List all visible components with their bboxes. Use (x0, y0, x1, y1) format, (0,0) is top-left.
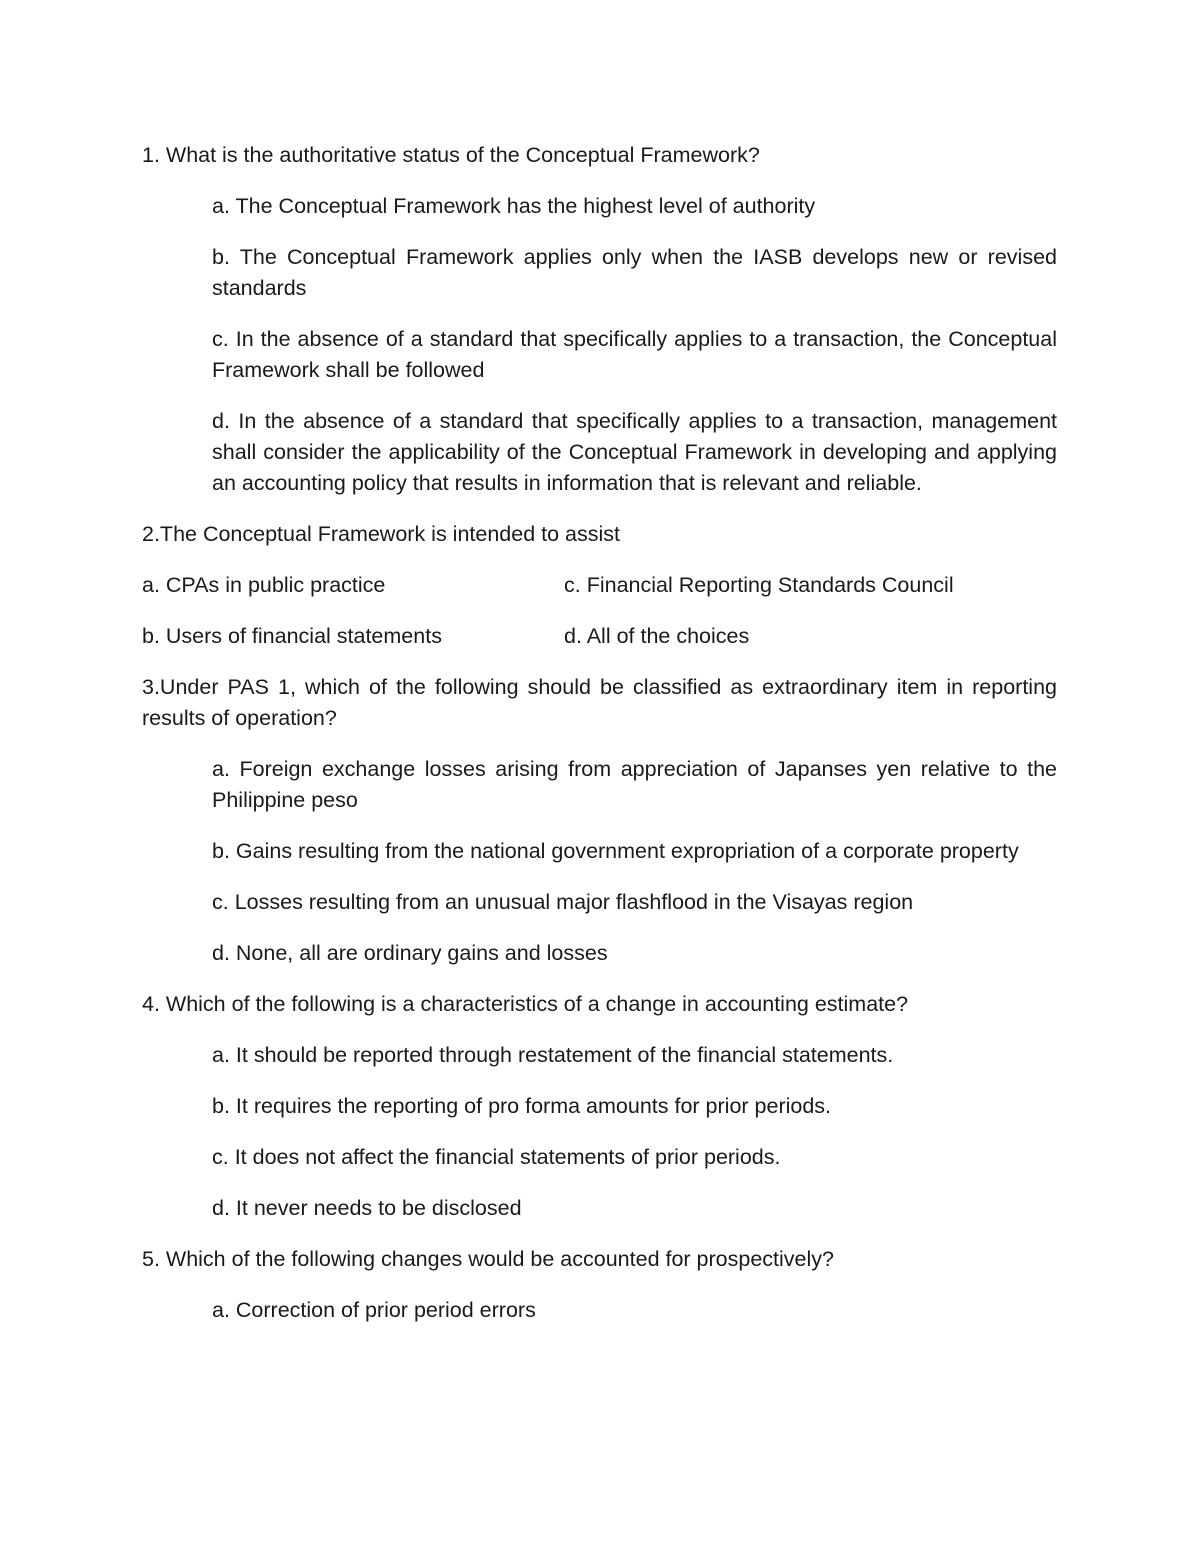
question-3-stem: 3.Under PAS 1, which of the following should be classified as extraordinary item in reporting results of operation? (142, 675, 1057, 730)
question-2-option-b: b. Users of financial statements (142, 624, 442, 648)
question-1-option-d: d. In the absence of a standard that specifically applies to a transaction, management shall consider the applicability of the Conceptual Framework in developing and applying an accounting policy that results in information that is relevant and reliable. (212, 409, 1057, 495)
question-5-stem: 5. Which of the following changes would be accounted for prospectively? (142, 1247, 834, 1271)
question-3-option-b: b. Gains resulting from the national government expropriation of a corporate property (212, 839, 1019, 863)
question-2-option-c: c. Financial Reporting Standards Council (564, 573, 954, 597)
question-2-options-row-2 (142, 621, 1057, 652)
question-4-option-d: d. It never needs to be disclosed (212, 1196, 522, 1220)
document-page (142, 140, 1057, 1346)
question-3-option-d: d. None, all are ordinary gains and losses (212, 941, 608, 965)
question-2-options-row-1 (142, 570, 1057, 601)
question-1-option-c: c. In the absence of a standard that specifically applies to a transaction, the Conceptual Framework shall be followed (212, 327, 1057, 382)
question-2-stem: 2.The Conceptual Framework is intended to assist (142, 522, 621, 546)
question-1-option-a: a. The Conceptual Framework has the highest level of authority (212, 194, 816, 218)
question-3-option-a: a. Foreign exchange losses arising from appreciation of Japanses yen relative to the Philippine peso (212, 757, 1057, 812)
question-3-option-c: c. Losses resulting from an unusual major flashflood in the Visayas region (212, 890, 914, 914)
question-5-option-a: a. Correction of prior period errors (212, 1298, 536, 1322)
question-2-option-a: a. CPAs in public practice (142, 573, 386, 597)
question-4-option-c: c. It does not affect the financial statements of prior periods. (212, 1145, 781, 1169)
question-1-option-b: b. The Conceptual Framework applies only when the IASB develops new or revised standards (212, 245, 1057, 300)
question-4-stem: 4. Which of the following is a characteristics of a change in accounting estimate? (142, 992, 909, 1016)
question-4-option-a: a. It should be reported through restatement of the financial statements. (212, 1043, 894, 1067)
question-4-option-b: b. It requires the reporting of pro forma amounts for prior periods. (212, 1094, 832, 1118)
question-1-stem: 1. What is the authoritative status of the Conceptual Framework? (142, 143, 760, 167)
question-2-option-d: d. All of the choices (564, 624, 750, 648)
